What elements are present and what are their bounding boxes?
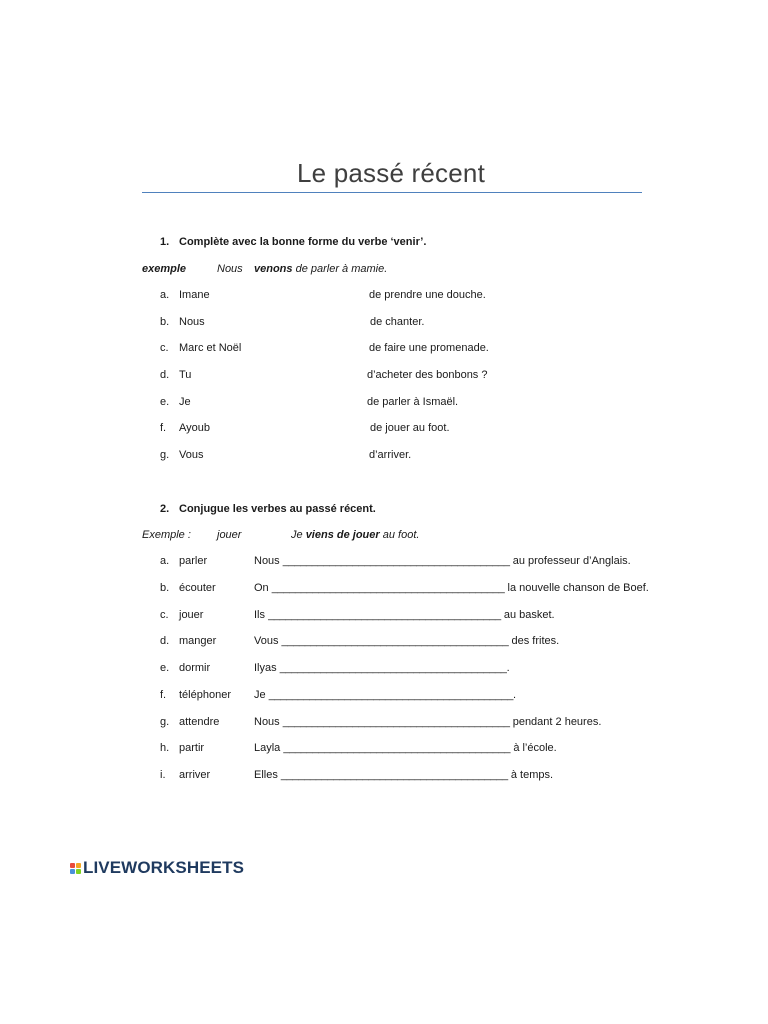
- item-subject: Ayoub: [179, 422, 210, 434]
- item-subject: Vous: [179, 449, 204, 461]
- item-subject: On: [254, 582, 269, 594]
- item-sentence: [254, 554, 631, 568]
- item-subject: Nous: [254, 555, 280, 567]
- item-rest: pendant 2 heures.: [512, 716, 602, 728]
- item-rest: de chanter.: [370, 316, 425, 328]
- item-subject: Je: [254, 689, 266, 701]
- section1-example-rest: de parler à mamie.: [295, 263, 388, 275]
- item-sentence: [254, 688, 516, 702]
- logo-blocks-icon: [70, 863, 81, 874]
- logo-text: LIVEWORKSHEETS: [83, 858, 245, 877]
- item-letter: h.: [160, 742, 170, 754]
- item-letter: e.: [160, 396, 170, 408]
- item-letter: i.: [160, 769, 166, 781]
- item-subject: Nous: [254, 716, 280, 728]
- answer-blank[interactable]: ________________________________________: [268, 609, 501, 621]
- item-rest: à l’école.: [513, 742, 557, 754]
- logo-block: [70, 869, 75, 874]
- item-rest: au professeur d’Anglais.: [512, 555, 631, 567]
- section2-example-answer: viens de jouer: [305, 529, 380, 541]
- liveworksheets-logo: [70, 858, 244, 878]
- answer-field[interactable]: [272, 418, 360, 436]
- item-rest: .: [513, 689, 517, 701]
- item-letter: d.: [160, 635, 170, 647]
- item-letter: g.: [160, 716, 170, 728]
- answer-blank[interactable]: _______________________________________: [283, 742, 511, 754]
- item-sentence: [254, 581, 649, 595]
- answer-blank[interactable]: _______________________________________: [282, 716, 510, 728]
- item-verb: écouter: [179, 582, 216, 594]
- item-sentence: [254, 715, 601, 729]
- item-rest: d’acheter des bonbons ?: [367, 369, 488, 381]
- item-verb: attendre: [179, 716, 220, 728]
- answer-blank[interactable]: _______________________________________: [279, 662, 507, 674]
- item-verb: jouer: [179, 609, 204, 621]
- answer-field[interactable]: [272, 285, 360, 303]
- item-subject: Je: [179, 396, 191, 408]
- section2-example-label: Exemple :: [142, 529, 191, 541]
- item-letter: f.: [160, 422, 167, 434]
- item-subject: Ilyas: [254, 662, 277, 674]
- answer-field[interactable]: [272, 365, 360, 383]
- item-subject: Elles: [254, 769, 278, 781]
- item-subject: Vous: [254, 635, 279, 647]
- item-rest: de jouer au foot.: [370, 422, 450, 434]
- answer-field[interactable]: [272, 312, 360, 330]
- section2-example-verb: jouer: [217, 529, 242, 541]
- logo-block: [76, 869, 81, 874]
- answer-field[interactable]: [272, 445, 360, 463]
- item-letter: a.: [160, 555, 170, 567]
- item-verb: téléphoner: [179, 689, 231, 701]
- item-letter: c.: [160, 609, 169, 621]
- logo-block: [70, 863, 75, 868]
- item-subject: Imane: [179, 289, 210, 301]
- item-rest: de parler à Ismaël.: [367, 396, 459, 408]
- section1-example-label: exemple: [142, 263, 187, 275]
- item-letter: f.: [160, 689, 167, 701]
- item-verb: manger: [179, 635, 217, 647]
- section1-instruction: Complète avec la bonne forme du verbe ‘venir’.: [179, 236, 427, 248]
- section2-example-subject: Je: [291, 529, 303, 541]
- answer-field[interactable]: [272, 338, 360, 356]
- item-sentence: [254, 768, 553, 782]
- item-rest: des frites.: [511, 635, 560, 647]
- section2-instruction: Conjugue les verbes au passé récent.: [179, 503, 376, 515]
- item-subject: Layla: [254, 742, 281, 754]
- answer-blank[interactable]: _______________________________________: [280, 769, 508, 781]
- item-rest: à temps.: [510, 769, 554, 781]
- section2-example-rest: au foot.: [382, 529, 420, 541]
- item-letter: d.: [160, 369, 170, 381]
- item-letter: g.: [160, 449, 170, 461]
- item-sentence: [254, 634, 559, 648]
- item-letter: b.: [160, 316, 170, 328]
- section1-number: 1.: [160, 236, 170, 248]
- item-letter: b.: [160, 582, 170, 594]
- answer-blank[interactable]: ________________________________________: [271, 582, 505, 594]
- item-rest: la nouvelle chanson de Boef.: [507, 582, 649, 594]
- item-letter: e.: [160, 662, 170, 674]
- item-subject: Ils: [254, 609, 265, 621]
- answer-blank[interactable]: _______________________________________: [281, 635, 509, 647]
- answer-blank[interactable]: _______________________________________: [282, 555, 510, 567]
- page-title: Le passé récent: [296, 158, 485, 188]
- item-verb: partir: [179, 742, 205, 754]
- item-rest: au basket.: [503, 609, 555, 621]
- section1-example-sentence: [254, 262, 387, 276]
- title-underline: [142, 192, 642, 193]
- item-subject: Nous: [179, 316, 205, 328]
- item-verb: parler: [179, 555, 208, 567]
- item-sentence: [254, 661, 510, 675]
- item-rest: de faire une promenade.: [369, 342, 489, 354]
- item-verb: arriver: [179, 769, 211, 781]
- item-subject: Marc et Noël: [179, 342, 242, 354]
- item-subject: Tu: [179, 369, 192, 381]
- answer-blank[interactable]: __________________________________________: [268, 689, 514, 701]
- item-letter: c.: [160, 342, 169, 354]
- item-rest: de prendre une douche.: [369, 289, 486, 301]
- section1-example-subject: Nous: [217, 263, 243, 275]
- item-sentence: [254, 608, 555, 622]
- section1-example-answer: venons: [254, 263, 293, 275]
- item-rest: .: [506, 662, 510, 674]
- item-sentence: [254, 741, 557, 755]
- item-rest: d’arriver.: [369, 449, 412, 461]
- section2-example-sentence: [291, 528, 419, 542]
- item-verb: dormir: [179, 662, 211, 674]
- answer-field[interactable]: [272, 392, 360, 410]
- logo-block: [76, 863, 81, 868]
- section2-number: 2.: [160, 503, 170, 515]
- item-letter: a.: [160, 289, 170, 301]
